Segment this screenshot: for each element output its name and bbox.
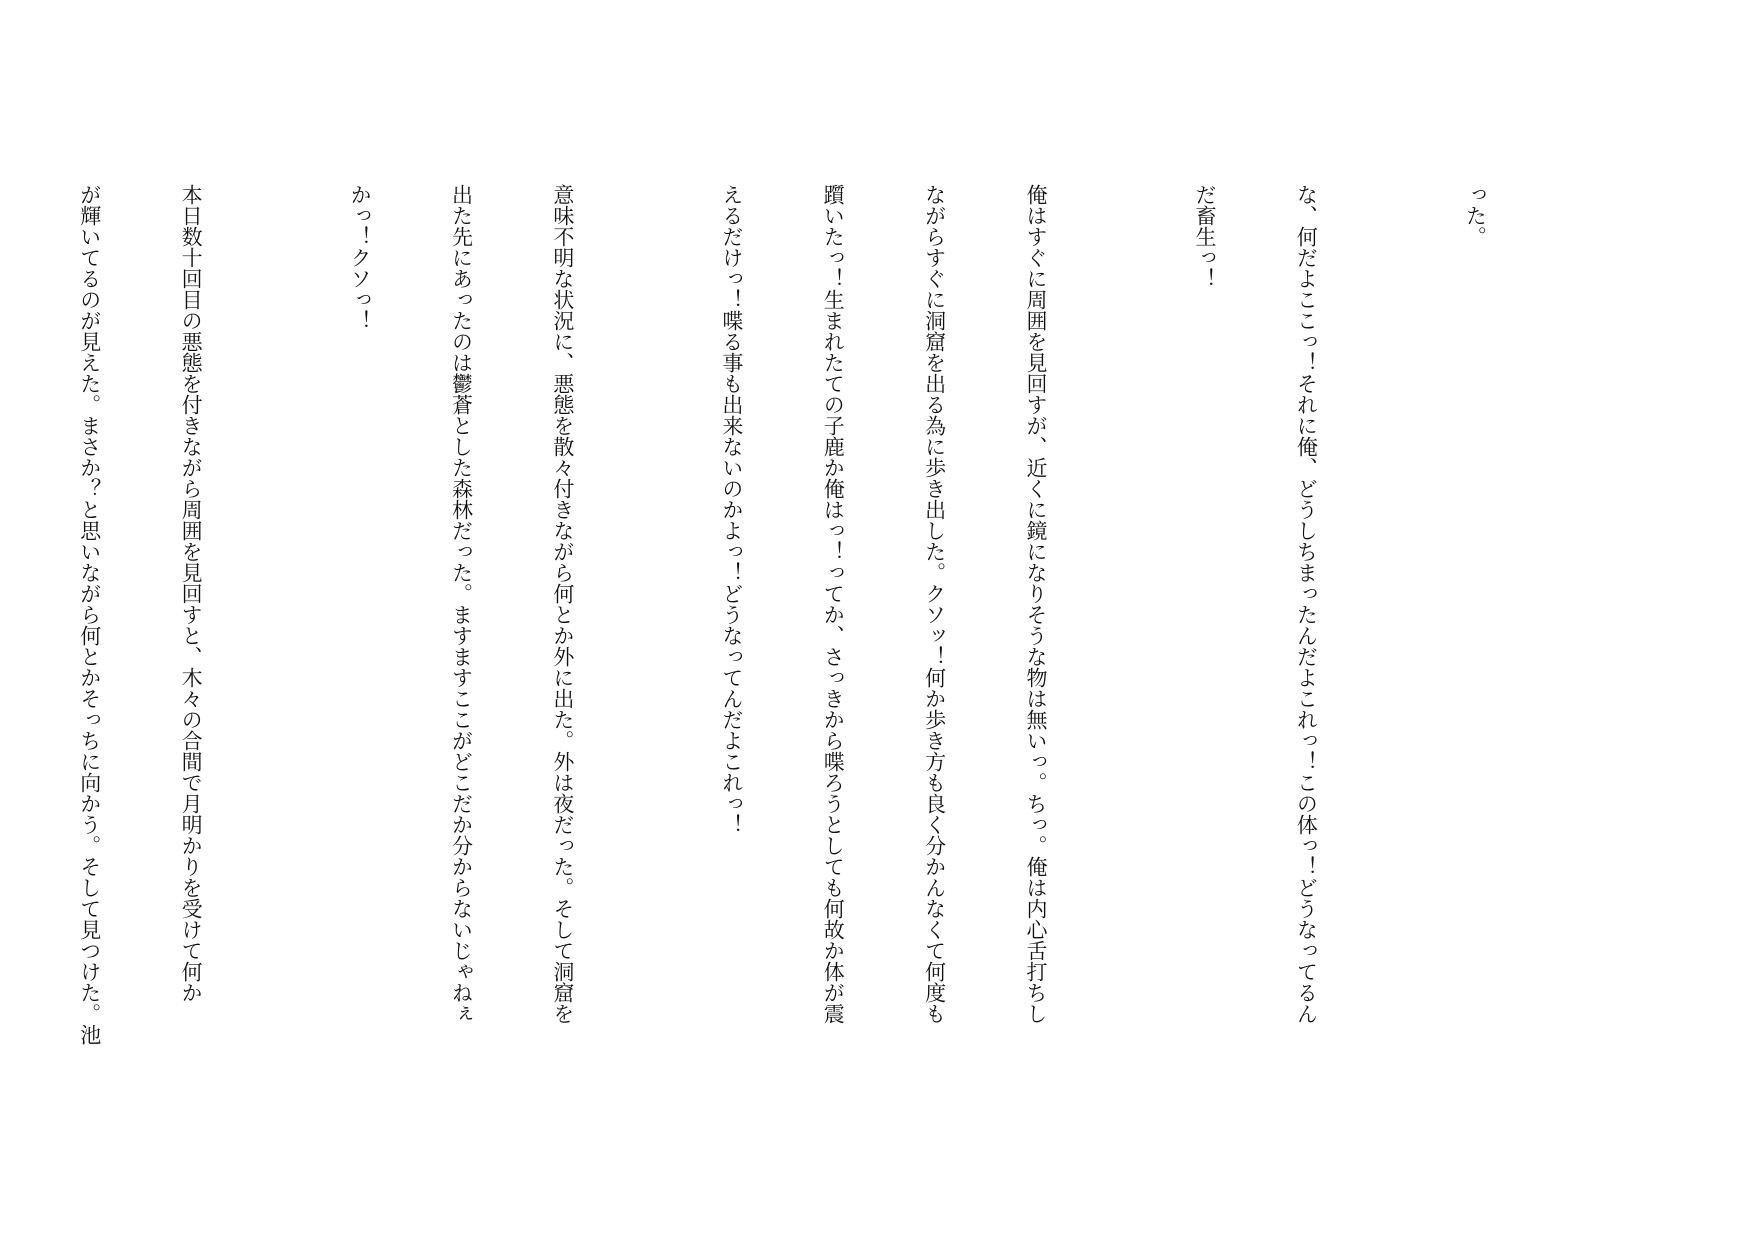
- text-line: ながらすぐに洞窟を出る為に歩き出した。クソッ！何か歩き方も良く分かんなくて何度も: [922, 184, 947, 1024]
- text-line: な、何だよここっ！それに俺、どうしちまったんだよこれっ！この体っ！どうなってるん: [1294, 184, 1319, 1024]
- text-line: えるだけっ！喋る事も出来ないのかよっ！どうなってんだよこれっ！: [719, 184, 744, 835]
- text-line: 躓いたっ！生まれたての子鹿か俺はっ！ってか、さっきから喋ろうとしても何故か体が震: [821, 184, 846, 1024]
- text-line: 本日数十回目の悪態を付きながら周囲を見回すと、木々の合間で月明かりを受けて何か: [179, 184, 204, 1003]
- text-line: 出た先にあったのは鬱蒼とした森林だった。ますますここがどこだか分からないじゃねぇ: [449, 184, 474, 1024]
- vertical-text-body: [0, 184, 1559, 1084]
- text-line: 意味不明な状況に、悪態を散々付きながら何とか外に出た。外は夜だった。そして洞窟を: [550, 184, 575, 1024]
- text-line: った。: [1463, 184, 1488, 247]
- text-line: が輝いてるのが見えた。まさか？と思いながら何とかそっちに向かう。そして見つけた。池: [77, 184, 102, 1045]
- text-line: かっ！クソっ！: [348, 184, 373, 331]
- text-line: 俺はすぐに周囲を見回すが、近くに鏡になりそうな物は無いっ。ちっ。俺は内心舌打ちし: [1024, 184, 1049, 1024]
- text-line: [0, 184, 4, 1084]
- text-line: だ畜生っ！: [1193, 184, 1218, 289]
